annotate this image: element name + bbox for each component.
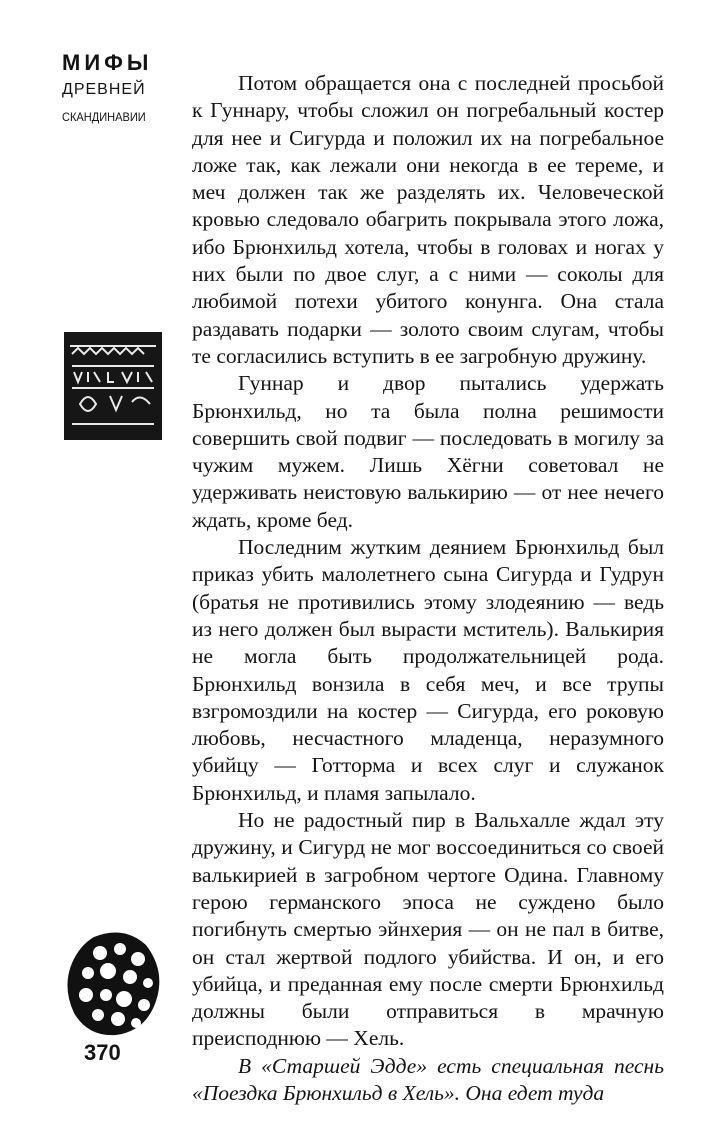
paragraph-italic: В «Старшей Эдде» есть специальная песнь «Поездка Брюнхильд в Хель». Она едет туда — [192, 1053, 664, 1105]
running-header — [62, 50, 172, 130]
runic-emblem-image — [64, 332, 162, 440]
paragraph: Потом обращается она с последней просьбой к Гуннару, чтобы сложил он погребальный костер для нее и Сигурда и положил их на погребальное ложе так, как лежали они некогда в ее тереме, и меч должен так же разделять их. Человеческой кровью следовало обагрить покрывала этого ложа, ибо Брюнхильд хотела, чтобы в головах и ногах у них были по двое слуг, а с ними — соколы для любимой потехи убитого конунга. Она стала раздавать подарки — золото своим слугам, чтобы те согласились вступить в ее загробную дружину. — [192, 71, 664, 368]
page-number: 370 — [84, 1040, 121, 1065]
decorative-ornament-image — [64, 927, 166, 1039]
paragraph: Последним жутким деянием Брюнхильд был приказ убить малолетнего сына Сигурда и Гудрун (братья не противились этому злодеянию — ведь из него должен был вырасти мститель). Валькирия не могла быть продолжательницей рода. Брюнхильд вонзила в себя меч, и все трупы взгромоздили на костер — Сигурда, его роковую любовь, несчастного младенца, неразумного убийцу — Готторма и всех слуг и служанок Брюнхильд, и пламя запылало. — [192, 535, 664, 805]
paragraph: Но не радостный пир в Вальхалле ждал эту дружину, и Сигурд не мог воссоединиться со своей валькирией в загробном чертоге Одина. Главному герою германского эпоса не суждено было погибнуть смертью эйнхерия — он не пал в битве, он стал жертвой подлого убийства. И он, и его убийца, и преданная ему после смерти Брюнхильд должны были отправиться в мрачную преисподнюю — Хель. — [192, 808, 664, 1051]
header-title-line1: МИФЫ — [62, 50, 153, 75]
body-text — [192, 70, 664, 1107]
header-title-line3: СКАНДИНАВИИ — [62, 110, 146, 124]
header-title-line2: ДРЕВНЕЙ — [62, 81, 146, 98]
paragraph: Гуннар и двор пытались удержать Брюнхильд, но та была полна решимости совершить свой подвиг — последовать в могилу за чужим мужем. Лишь Хёгни советовал не удерживать неистовую валькирию — от нее нечего ждать, кроме бед. — [192, 371, 664, 532]
